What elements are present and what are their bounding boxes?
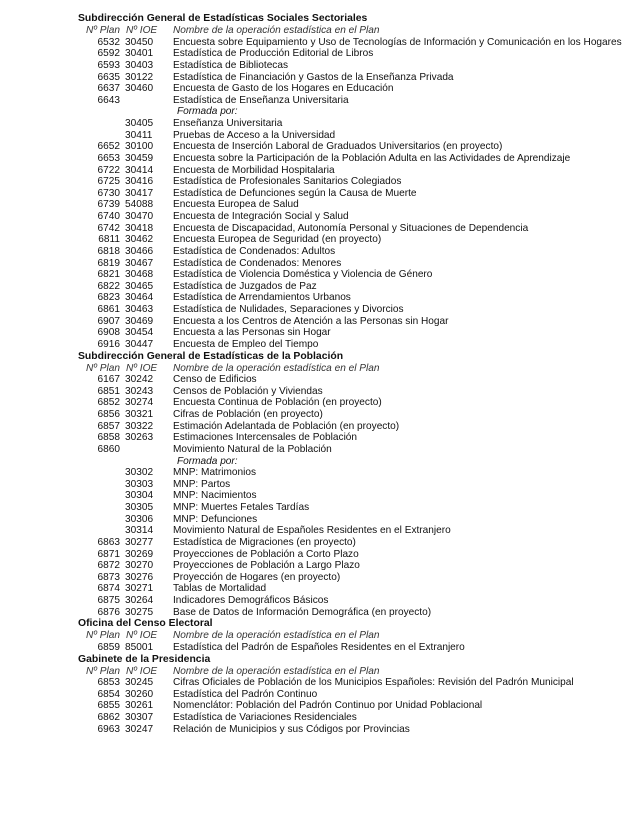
ioe-number: 30416 [125,176,154,188]
table-row [78,269,638,281]
plan-number: 6851 [97,385,120,397]
table-row [78,60,638,72]
ioe-number: 30245 [125,677,154,689]
ioe-number: 30467 [125,257,154,269]
operation-name: Movimiento Natural de Españoles Residentes en el Extranjero [173,525,451,537]
plan-number: 6653 [97,152,120,164]
plan-number: 6592 [97,48,120,60]
section-title: Subdirección General de Estadísticas Sociales Sectoriales [78,13,368,24]
operation-name: Estadística de Enseñanza Universitaria [173,94,349,106]
ioe-number: 30122 [125,71,154,83]
plan-number: 6861 [97,304,120,315]
operation-name: Proyecciones de Población a Largo Plazo [173,560,360,572]
operation-name: Censo de Edificios [173,374,257,386]
table-row [78,258,638,270]
formada-por-row [78,456,638,468]
table-row [78,83,638,95]
operation-name: Encuesta Europea de Seguridad (en proyecto) [173,234,382,246]
ioe-number-header: Nº IOE [126,665,158,677]
plan-number: 6857 [97,420,120,432]
plan-number-header: Nº Plan [86,25,120,36]
ioe-number: 30469 [125,315,154,327]
table-row [78,165,638,177]
plan-number: 6916 [97,338,120,350]
operation-name: Estadística de Bibliotecas [173,59,289,71]
plan-number: 6740 [97,211,120,222]
ioe-number: 30275 [125,606,154,618]
ioe-number: 30247 [125,723,154,735]
table-row [78,490,638,502]
operation-name: Encuesta de Inserción Laboral de Graduados Universitarios (en proyecto) [173,141,503,153]
plan-number: 6858 [97,432,120,444]
table-row [78,502,638,514]
plan-number: 6722 [97,164,120,176]
operation-name: Encuesta Europea de Salud [173,199,299,211]
ioe-number: 30242 [125,374,154,386]
ioe-number: 30403 [125,59,154,71]
column-header-row [78,630,638,642]
plan-number: 6818 [97,245,120,257]
operation-name: Censos de Población y Viviendas [173,385,323,397]
operation-name: Estadística del Padrón Continuo [173,688,318,700]
table-row [78,525,638,537]
plan-number: 6643 [97,94,120,106]
table-row [78,327,638,339]
ioe-number: 30271 [125,583,154,595]
plan-number: 6593 [97,59,120,71]
operation-name: Proyección de Hogares (en proyecto) [173,571,341,583]
document-body [78,13,638,735]
operation-name: Encuesta sobre Equipamiento y Uso de Tecnologías de Información y Comunicación en los Hogares [173,36,622,48]
plan-number: 6725 [97,176,120,188]
operation-name: Estadística del Padrón de Españoles Residentes en el Extranjero [173,641,465,653]
ioe-number: 30462 [125,234,154,246]
plan-number: 6876 [97,606,120,618]
ioe-number: 30276 [125,571,154,583]
table-row [78,409,638,421]
operation-name: Cifras Oficiales de Población de los Municipios Españoles: Revisión del Padrón Municipal [173,677,574,689]
table-row [78,560,638,572]
table-row [78,374,638,386]
table-row [78,549,638,561]
operation-name: MNP: Muertes Fetales Tardías [173,502,310,513]
table-row [78,595,638,607]
table-row [78,153,638,165]
plan-number: 6871 [97,548,120,560]
table-row [78,432,638,444]
operation-name-header: Nombre de la operación estadística en el Plan [173,665,380,677]
section-block [78,13,638,351]
ioe-number: 30465 [125,280,154,292]
table-row [78,223,638,235]
ioe-number: 30303 [125,478,154,490]
table-row [78,514,638,526]
ioe-number: 30447 [125,338,154,350]
ioe-number: 30463 [125,304,154,315]
plan-number: 6635 [97,71,120,83]
table-row [78,607,638,619]
plan-number-header: Nº Plan [86,665,120,677]
table-row [78,444,638,456]
ioe-number: 30454 [125,327,154,339]
table-row [78,72,638,84]
table-row [78,211,638,223]
plan-number: 6822 [97,280,120,292]
plan-number: 6875 [97,595,120,606]
table-row [78,724,638,736]
operation-name: Encuesta de Discapacidad, Autonomía Personal y Situaciones de Dependencia [173,222,529,234]
operation-name: Estadística de Condenados: Adultos [173,245,336,257]
plan-number: 6730 [97,187,120,199]
ioe-number: 30304 [125,490,154,502]
plan-number: 6852 [97,397,120,409]
table-row [78,479,638,491]
table-row [78,176,638,188]
operation-name: Encuesta de Gasto de los Hogares en Educación [173,83,394,95]
operation-name: Encuesta de Integración Social y Salud [173,211,349,222]
table-row [78,292,638,304]
ioe-number: 30100 [125,141,154,153]
operation-name: Formada por: [177,106,238,118]
ioe-number: 30302 [125,467,154,479]
ioe-number: 85001 [125,641,154,653]
column-header-row [78,363,638,375]
table-row [78,246,638,258]
plan-number: 6862 [97,712,120,723]
table-row [78,700,638,712]
plan-number: 6853 [97,677,120,689]
operation-name: Pruebas de Acceso a la Universidad [173,129,336,141]
ioe-number: 30401 [125,48,154,60]
ioe-number: 30321 [125,409,154,420]
plan-number: 6819 [97,257,120,269]
table-row [78,48,638,60]
ioe-number: 30450 [125,36,154,48]
plan-number: 6854 [97,688,120,700]
ioe-number: 30270 [125,560,154,572]
operation-name: Nomenclátor: Población del Padrón Continuo por Unidad Poblacional [173,700,483,712]
table-row [78,141,638,153]
ioe-number: 30307 [125,712,154,723]
table-row [78,95,638,107]
ioe-number: 30464 [125,292,154,304]
operation-name: Estadística de Violencia Doméstica y Violencia de Género [173,269,433,281]
operation-name: Movimiento Natural de la Población [173,443,332,455]
table-row [78,642,638,654]
plan-number-header: Nº Plan [86,630,120,642]
table-row [78,421,638,433]
table-row [78,37,638,49]
plan-number: 6872 [97,560,120,572]
ioe-number: 30459 [125,152,154,164]
plan-number: 6811 [98,234,120,246]
plan-number: 6739 [97,199,120,211]
table-row [78,199,638,211]
plan-number: 6859 [97,641,120,653]
ioe-number: 54088 [125,199,154,211]
plan-number: 6855 [97,700,120,712]
operation-name: Estimación Adelantada de Población (en proyecto) [173,420,400,432]
operation-name-header: Nombre de la operación estadística en el Plan [173,630,380,642]
operation-name: Estadística de Producción Editorial de Libros [173,48,374,60]
ioe-number: 30418 [125,222,154,234]
operation-name: Tablas de Mortalidad [173,583,267,595]
operation-name: MNP: Partos [173,478,231,490]
table-row [78,118,638,130]
plan-number: 6823 [97,292,120,304]
operation-name: Estadística de Condenados: Menores [173,257,342,269]
plan-number-header: Nº Plan [86,362,120,374]
ioe-number: 30260 [125,688,154,700]
plan-number: 6652 [97,141,120,153]
operation-name: Encuesta sobre la Participación de la Población Adulta en las Actividades de Aprendizaje [173,152,571,164]
plan-number: 6907 [97,315,120,327]
ioe-number: 30269 [125,548,154,560]
operation-name: Encuesta a los Centros de Atención a las Personas sin Hogar [173,315,449,327]
plan-number: 6860 [97,443,120,455]
ioe-number: 30470 [125,211,154,222]
table-row [78,397,638,409]
column-header-row [78,666,638,678]
section-title: Oficina del Censo Electoral [78,618,213,630]
plan-number: 6821 [97,269,120,281]
ioe-number: 30261 [125,700,154,712]
operation-name: MNP: Defunciones [173,513,258,525]
ioe-number: 30460 [125,83,154,95]
formada-por-row [78,106,638,118]
ioe-number: 30264 [125,595,154,606]
operation-name: Estadística de Defunciones según la Causa de Muerte [173,187,417,199]
section-title: Subdirección General de Estadísticas de la Población [78,350,344,362]
plan-number: 6863 [97,536,120,548]
operation-name: Estadística de Arrendamientos Urbanos [173,292,351,304]
table-row [78,339,638,351]
section-block [78,351,638,619]
operation-name: Estadística de Variaciones Residenciales [173,712,357,723]
ioe-number: 30417 [125,187,154,199]
operation-name: MNP: Matrimonios [173,467,257,479]
operation-name: Cifras de Población (en proyecto) [173,409,323,420]
ioe-number: 30466 [125,245,154,257]
table-row [78,281,638,293]
table-row [78,188,638,200]
table-row [78,467,638,479]
operation-name-header: Nombre de la operación estadística en el Plan [173,25,380,36]
section-block [78,618,638,653]
operation-name: Estadística de Migraciones (en proyecto) [173,536,356,548]
ioe-number: 30243 [125,385,154,397]
operation-name: MNP: Nacimientos [173,490,257,502]
ioe-number: 30468 [125,269,154,281]
table-row [78,572,638,584]
plan-number: 6167 [97,374,120,386]
ioe-number: 30263 [125,432,154,444]
plan-number: 6637 [97,83,120,95]
operation-name: Encuesta Continua de Población (en proyecto) [173,397,382,409]
plan-number: 6963 [97,723,120,735]
section-block [78,654,638,736]
operation-name: Enseñanza Universitaria [173,118,283,129]
operation-name: Encuesta de Morbilidad Hospitalaria [173,164,335,176]
operation-name: Estadística de Financiación y Gastos de la Enseñanza Privada [173,71,454,83]
operation-name: Base de Datos de Información Demográfica (en proyecto) [173,606,432,618]
operation-name: Estadística de Juzgados de Paz [173,280,317,292]
operation-name: Formada por: [177,455,238,467]
table-row [78,537,638,549]
table-row [78,304,638,316]
table-row [78,316,638,328]
table-row [78,689,638,701]
table-row [78,234,638,246]
ioe-number-header: Nº IOE [126,362,158,374]
table-row [78,712,638,724]
operation-name: Estadística de Nulidades, Separaciones y Divorcios [173,304,404,315]
operation-name: Encuesta de Empleo del Tiempo [173,338,319,350]
ioe-number-header: Nº IOE [126,25,158,36]
ioe-number: 30405 [125,118,154,129]
plan-number: 6908 [97,327,120,339]
operation-name-header: Nombre de la operación estadística en el Plan [173,362,380,374]
ioe-number-header: Nº IOE [126,630,158,642]
operation-name: Encuesta a las Personas sin Hogar [173,327,331,339]
table-row [78,677,638,689]
operation-name: Relación de Municipios y sus Códigos por Provincias [173,723,410,735]
plan-number: 6856 [97,409,120,420]
table-row [78,130,638,142]
ioe-number: 30274 [125,397,154,409]
ioe-number: 30277 [125,536,154,548]
plan-number: 6874 [97,583,120,595]
column-header-row [78,25,638,37]
ioe-number: 30414 [125,164,154,176]
ioe-number: 30314 [125,525,154,537]
plan-number: 6873 [97,571,120,583]
table-row [78,386,638,398]
operation-name: Proyecciones de Población a Corto Plazo [173,548,359,560]
ioe-number: 30306 [125,513,154,525]
section-title: Gabinete de la Presidencia [78,653,211,665]
operation-name: Indicadores Demográficos Básicos [173,595,329,606]
plan-number: 6532 [97,36,120,48]
operation-name: Estimaciones Intercensales de Población [173,432,358,444]
ioe-number: 30305 [125,502,154,513]
ioe-number: 30322 [125,420,154,432]
table-row [78,583,638,595]
ioe-number: 30411 [125,129,153,141]
operation-name: Estadística de Profesionales Sanitarios Colegiados [173,176,402,188]
plan-number: 6742 [97,222,120,234]
